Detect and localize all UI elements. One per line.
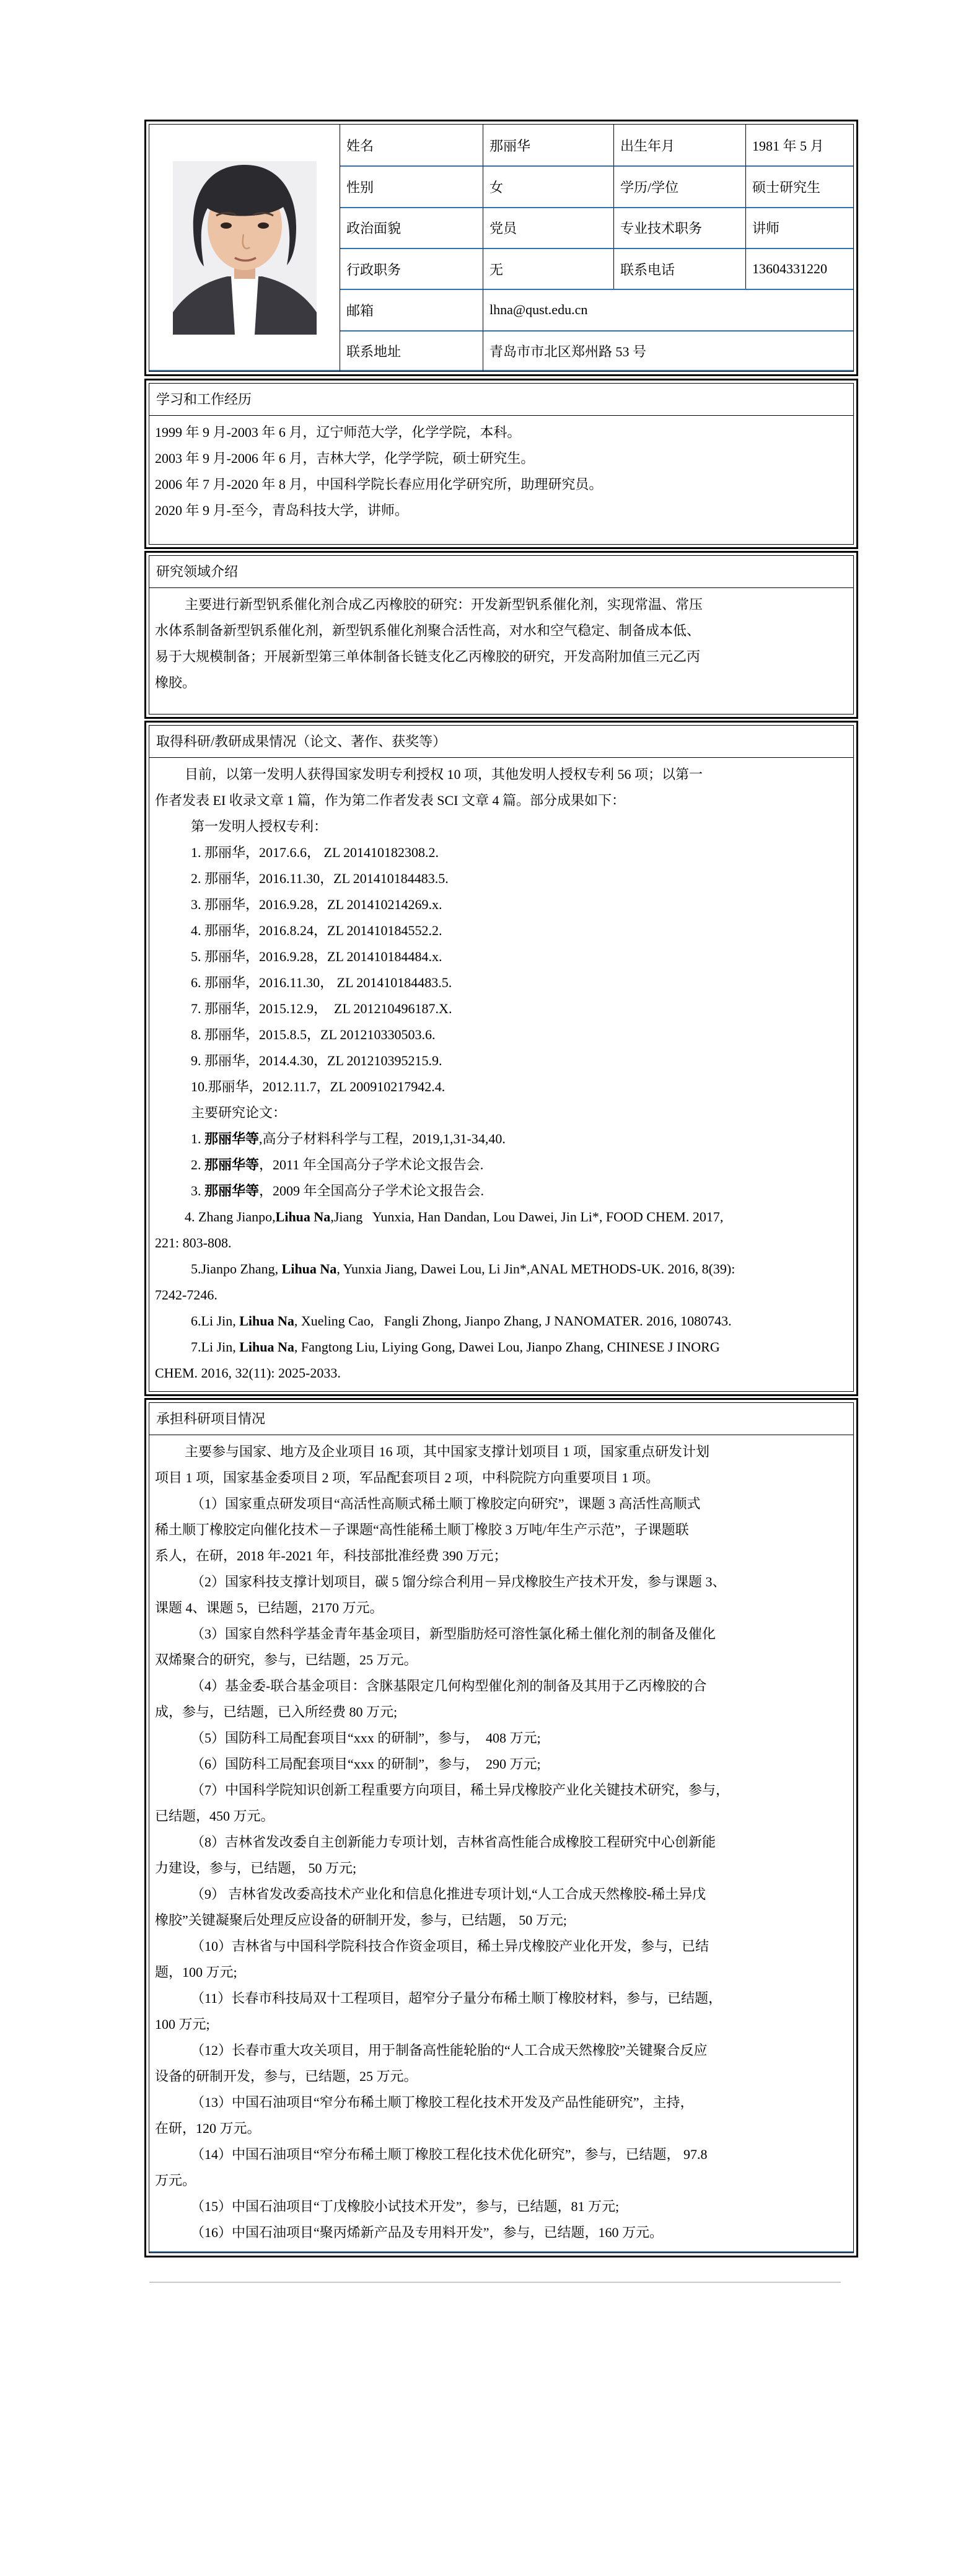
field-label-political-status: 政治面貌 — [340, 207, 483, 248]
text-line: （9） 吉林省发改委高技术产业化和信息化推进专项计划,“人工合成天然橡胶-稀土异戊 — [191, 1886, 706, 1902]
text-line: 2006 年 7 月-2020 年 8 月，中国科学院长春应用化学研究所，助理研究员。 — [155, 477, 603, 492]
text-line: 2. 那丽华等，2011 年全国高分子学术论文报告会. — [191, 1157, 484, 1172]
text-line: （14）中国石油项目“窄分布稀土顺丁橡胶工程化技术优化研究”，参与，已结题， 97.8 — [191, 2147, 708, 2162]
field-label-email: 邮箱 — [340, 289, 483, 330]
text-line: （10）吉林省与中国科学院科技合作资金项目，稀土异戊橡胶产业化开发，参与，已结 — [191, 1938, 709, 1954]
text-line: 力建设，参与，已结题， 50 万元; — [155, 1860, 357, 1876]
text-line: 6.Li Jin, Lihua Na, Xueling Cao, Fangli Zhong, Jianpo Zhang, J NANOMATER. 2016, 1080743. — [191, 1313, 732, 1329]
text-line: 3. 那丽华，2016.9.28，ZL 201410214269.x. — [191, 897, 442, 912]
text-line: 7. 那丽华，2015.12.9， ZL 201210496187.X. — [191, 1001, 452, 1016]
text-line: （8）吉林省发改委自主创新能力专项计划，吉林省高性能合成橡胶工程研究中心创新能 — [191, 1834, 716, 1850]
section-body-experience — [149, 416, 853, 544]
text-line: 项目 1 项，国家基金委项目 2 项，军品配套项目 2 项，中科院院方向重要项目 1 项。 — [155, 1470, 660, 1485]
text-line: 橡胶”关键凝聚后处理反应设备的研制开发，参与，已结题， 50 万元; — [155, 1912, 567, 1928]
text-line: （13）中国石油项目“窄分布稀土顺丁橡胶工程化技术开发及产品性能研究”，主持， — [191, 2095, 694, 2110]
text-line: 系人，在研，2018 年-2021 年，科技部批准经费 390 万元； — [155, 1548, 507, 1563]
personal-info-table — [144, 120, 858, 376]
text-line: 1999 年 9 月-2003 年 6 月，辽宁师范大学，化学学院，本科。 — [155, 424, 521, 440]
field-label-gender: 性别 — [340, 165, 483, 206]
text-line: 作者发表 EI 收录文章 1 篇，作为第二作者发表 SCI 文章 4 篇。部分成果如下： — [155, 793, 626, 808]
section-title-projects: 承担科研项目情况 — [149, 1403, 853, 1435]
section-body-projects — [149, 1435, 853, 2253]
text-line: 主要参与国家、地方及企业项目 16 项，其中国家支撑计划项目 1 项，国家重点研发计划 — [185, 1444, 710, 1459]
text-line: 6. 那丽华，2016.11.30， ZL 201410184483.5. — [191, 975, 452, 990]
text-line: 万元。 — [155, 2173, 196, 2188]
text-line: 5.Jianpo Zhang, Lihua Na, Yunxia Jiang, Dawei Lou, Li Jin*,ANAL METHODS-UK. 2016, 8(39): — [191, 1261, 735, 1277]
section-table-experience — [144, 379, 858, 549]
field-label-phone: 联系电话 — [613, 248, 745, 289]
cv-document — [144, 120, 858, 2283]
field-value-birth: 1981 年 5 月 — [745, 125, 853, 165]
field-label-birth: 出生年月 — [613, 125, 745, 165]
text-line: 双烯聚合的研究，参与，已结题，25 万元。 — [155, 1652, 418, 1668]
text-line: 1. 那丽华等,高分子材料科学与工程，2019,1,31-34,40. — [191, 1131, 506, 1146]
field-value-phone: 13604331220 — [745, 248, 853, 289]
field-value-title: 讲师 — [745, 207, 853, 248]
text-line: （11）长春市科技局双十工程项目，超窄分子量分布稀土顺丁橡胶材料，参与，已结题， — [191, 1990, 722, 2006]
portrait-photo — [173, 161, 317, 335]
text-line: 1. 那丽华，2017.6.6， ZL 201410182308.2. — [191, 845, 439, 860]
text-line: 设备的研制开发，参与，已结题，25 万元。 — [155, 2068, 418, 2084]
text-line: 成，参与，已结题，已入所经费 80 万元; — [155, 1704, 398, 1720]
text-line: 8. 那丽华，2015.8.5，ZL 201210330503.6. — [191, 1027, 436, 1042]
field-value-email: lhna@qust.edu.cn — [483, 289, 853, 330]
text-line: （12）长春市重大攻关项目，用于制备高性能轮胎的“人工合成天然橡胶”关键聚合反应 — [191, 2042, 708, 2058]
section-title-research-field: 研究领域介绍 — [149, 556, 853, 588]
text-line: （6）国防科工局配套项目“xxx 的研制”，参与， 290 万元; — [191, 1756, 541, 1772]
text-line: 5. 那丽华，2016.9.28，ZL 201410184484.x. — [191, 949, 442, 964]
right-eye — [258, 222, 269, 229]
field-label-name: 姓名 — [346, 138, 374, 154]
field-value-admin-post: 无 — [483, 248, 613, 289]
text-line: 221: 803-808. — [155, 1235, 232, 1251]
field-value-name: 那丽华 — [483, 125, 613, 165]
field-value-address: 青岛市市北区郑州路 53 号 — [483, 330, 853, 371]
left-eye — [221, 222, 232, 229]
field-value-gender: 女 — [483, 165, 613, 206]
text-line: 主要研究论文： — [191, 1105, 287, 1120]
text-line: 4. Zhang Jianpo,Lihua Na,Jiang Yunxia, Han Dandan, Lou Dawei, Jin Li*, FOOD CHEM. 2017, — [185, 1209, 724, 1224]
text-line: 2020 年 9 月-至今，青岛科技大学，讲师。 — [155, 503, 408, 518]
field-label-title: 专业技术职务 — [613, 207, 745, 248]
text-line: （2）国家科技支撑计划项目，碳 5 馏分综合利用－异戊橡胶生产技术开发，参与课题 3、 — [191, 1574, 726, 1589]
text-line: （16）中国石油项目“聚丙烯新产品及专用料开发”，参与，已结题，160 万元。 — [191, 2225, 664, 2240]
section-table-projects — [144, 1398, 858, 2257]
text-line: 橡胶。 — [155, 675, 196, 690]
section-table-achievements — [144, 721, 858, 1396]
text-line: 在研，120 万元。 — [155, 2121, 261, 2136]
text-line: 7.Li Jin, Lihua Na, Fangtong Liu, Liying Gong, Dawei Lou, Jianpo Zhang, CHINESE J INORG — [191, 1339, 720, 1355]
text-line: （15）中国石油项目“丁戊橡胶小试技术开发”，参与，已结题，81 万元; — [191, 2199, 620, 2214]
section-body-research-field — [149, 588, 853, 714]
text-line: 9. 那丽华，2014.4.30，ZL 201210395215.9. — [191, 1053, 442, 1068]
field-value-political-status: 党员 — [483, 207, 613, 248]
text-line: 4. 那丽华，2016.8.24，ZL 201410184552.2. — [191, 923, 442, 938]
text-line: 100 万元; — [155, 2016, 210, 2032]
text-line: 2003 年 9 月-2006 年 6 月，吉林大学，化学学院，硕士研究生。 — [155, 451, 535, 466]
shirt-shape — [231, 276, 258, 335]
text-line: （1）国家重点研发项目“高活性高顺式稀土顺丁橡胶定向研究”，课题 3 高活性高顺式 — [191, 1496, 701, 1511]
text-line: 易于大规模制备；开展新型第三单体制备长链支化乙丙橡胶的研究，开发高附加值三元乙丙 — [155, 649, 701, 664]
text-line: 10.那丽华，2012.11.7，ZL 200910217942.4. — [191, 1079, 446, 1094]
text-line: 主要进行新型钒系催化剂合成乙丙橡胶的研究：开发新型钒系催化剂，实现常温、常压 — [185, 597, 703, 612]
field-label-address: 联系地址 — [340, 330, 483, 371]
text-line: 水体系制备新型钒系催化剂，新型钒系催化剂聚合活性高，对水和空气稳定、制备成本低、 — [155, 623, 701, 638]
section-table-research-field — [144, 551, 858, 719]
text-line: 3. 那丽华等，2009 年全国高分子学术论文报告会. — [191, 1183, 485, 1198]
text-line: 课题 4、课题 5，已结题，2170 万元。 — [155, 1600, 384, 1615]
field-label-admin-post: 行政职务 — [340, 248, 483, 289]
text-line: （5）国防科工局配套项目“xxx 的研制”，参与， 408 万元; — [191, 1730, 541, 1746]
text-line: （7）中国科学院知识创新工程重要方向项目，稀土异戊橡胶产业化关键技术研究，参与， — [191, 1782, 730, 1798]
text-line: 2. 那丽华，2016.11.30，ZL 201410184483.5. — [191, 871, 449, 886]
text-line: 目前，以第一发明人获得国家发明专利授权 10 项，其他发明人授权专利 56 项；以第一 — [185, 767, 703, 782]
text-line: 已结题，450 万元。 — [155, 1808, 274, 1824]
text-line: （3）国家自然科学基金青年基金项目，新型脂肪烃可溶性氯化稀土催化剂的制备及催化 — [191, 1626, 716, 1642]
section-title-achievements: 取得科研/教研成果情况（论文、著作、获奖等） — [149, 726, 853, 758]
text-line: 稀土顺丁橡胶定向催化技术－子课题“高性能稀土顺丁橡胶 3 万吨/年生产示范”，子课题联 — [155, 1522, 689, 1537]
text-line: 题，100 万元; — [155, 1964, 237, 1980]
section-body-achievements — [149, 758, 853, 1391]
text-line: 第一发明人授权专利： — [191, 819, 328, 834]
bottom-divider — [149, 2282, 841, 2283]
text-line: CHEM. 2016, 32(11): 2025-2033. — [155, 1365, 341, 1381]
section-title-experience: 学习和工作经历 — [149, 384, 853, 416]
text-line: （4）基金委-联合基金项目：含脒基限定几何构型催化剂的制备及其用于乙丙橡胶的合 — [191, 1678, 707, 1694]
text-line: 7242-7246. — [155, 1287, 217, 1303]
field-label-degree: 学历/学位 — [613, 165, 745, 206]
field-value-degree: 硕士研究生 — [745, 165, 853, 206]
portrait-photo-cell — [149, 125, 340, 371]
